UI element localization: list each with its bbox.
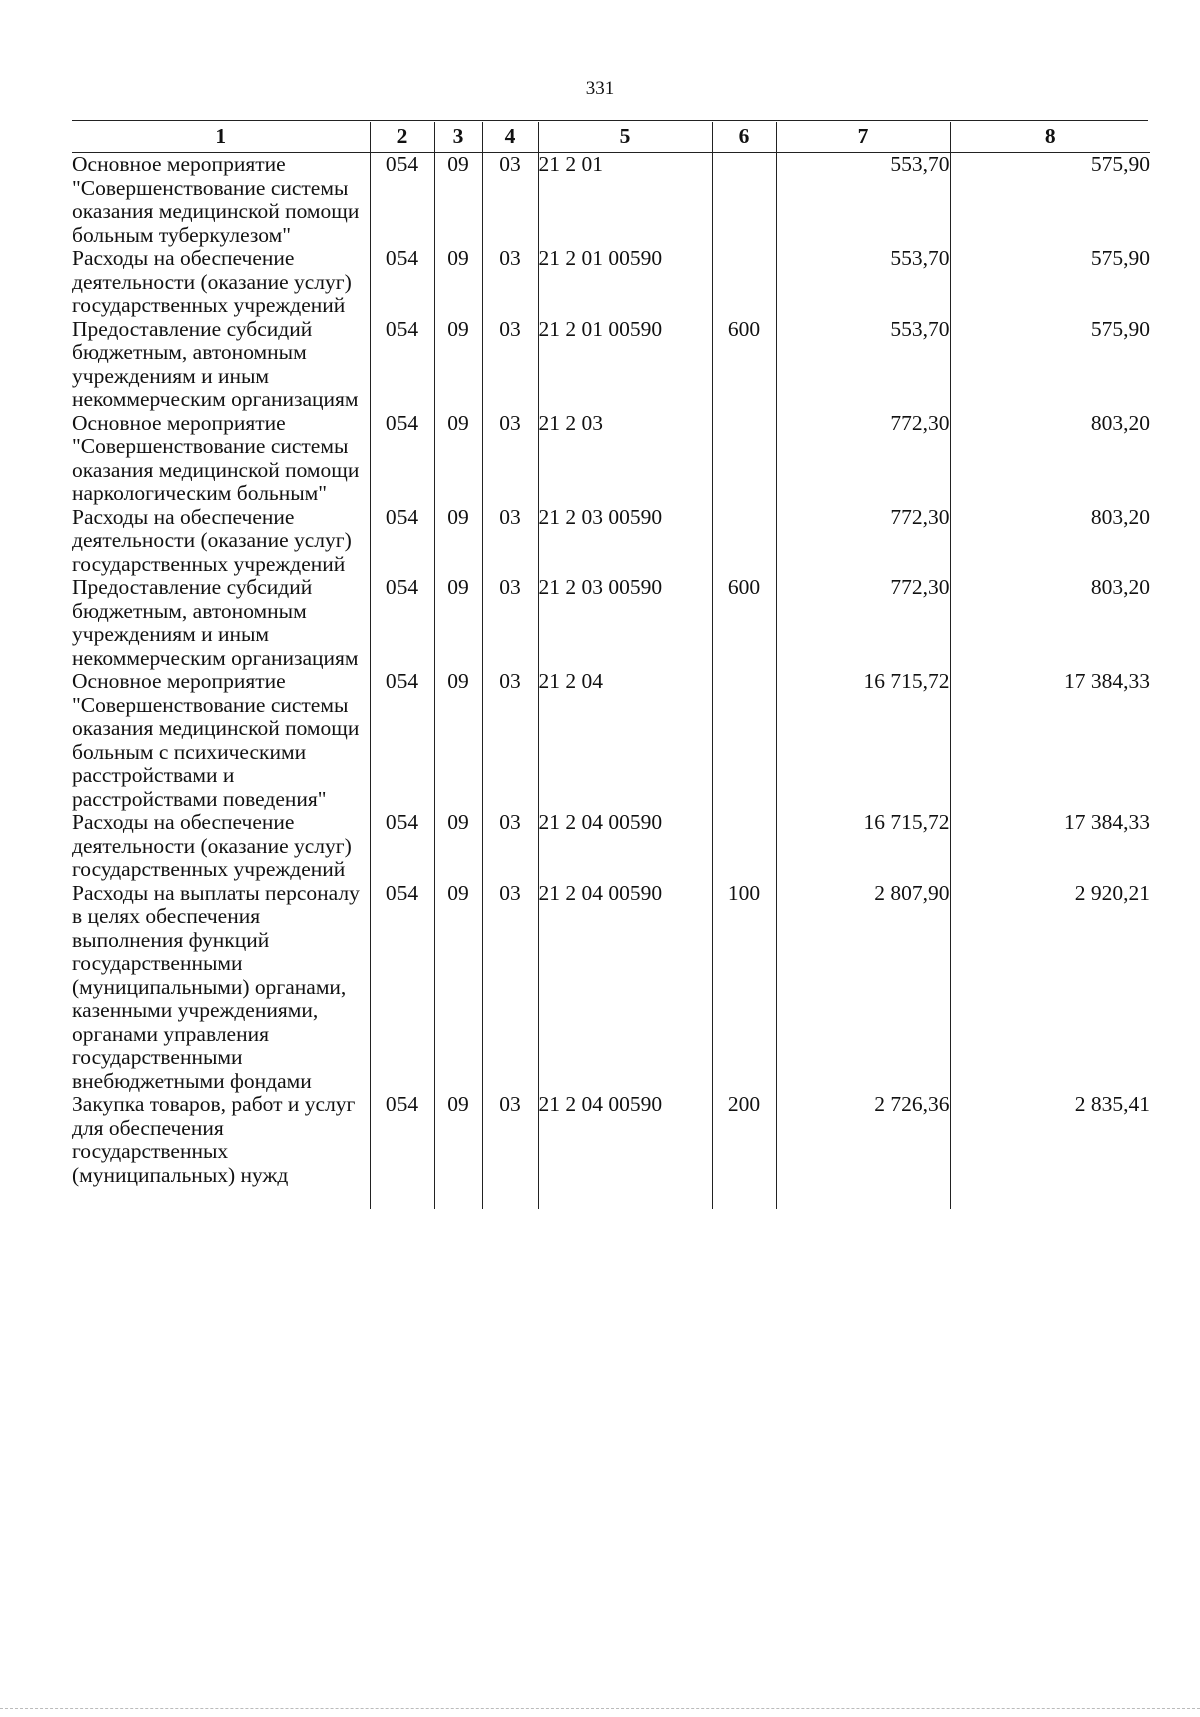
row-pr-cell: 03 — [482, 247, 538, 318]
row-name-cell: Расходы на обеспечение деятельности (оказание услуг) государственных учреждений — [72, 246, 352, 317]
row-vr-cell — [712, 670, 776, 811]
row-year2-amount: 575,90 — [950, 247, 1150, 318]
row-name-cell: Предоставление субсидий бюджетным, автономным учреждениям и иным некоммерческим организациям — [72, 575, 359, 670]
row-year1-amount: 553,70 — [776, 318, 950, 412]
budget-table — [72, 122, 1150, 1209]
row-pr-cell: 03 — [482, 670, 538, 811]
row-year2-amount: 803,20 — [950, 506, 1150, 577]
table-row — [72, 412, 1150, 506]
row-rz-cell: 09 — [434, 811, 482, 882]
row-name-cell: Предоставление субсидий бюджетным, автономным учреждениям и иным некоммерческим организациям — [72, 316, 359, 411]
row-csr-cell: 21 2 04 00590 — [538, 811, 712, 882]
row-pr-cell: 03 — [482, 811, 538, 882]
table-row — [72, 318, 1150, 412]
row-year1-amount: 553,70 — [776, 153, 950, 248]
row-vr-cell — [712, 506, 776, 577]
row-csr-cell: 21 2 01 — [538, 153, 712, 248]
col-header-5: 5 — [538, 122, 712, 153]
row-year1-amount: 16 715,72 — [776, 670, 950, 811]
row-pr-cell: 03 — [482, 318, 538, 412]
row-year2-amount: 2 835,41 — [950, 1093, 1150, 1209]
row-gr-cell: 054 — [370, 670, 434, 811]
row-csr-cell: 21 2 03 00590 — [538, 506, 712, 577]
row-gr-cell: 054 — [370, 247, 434, 318]
table-row — [72, 670, 1150, 811]
page-bottom-rule — [0, 1708, 1200, 1709]
row-vr-cell: 600 — [712, 318, 776, 412]
row-rz-cell: 09 — [434, 576, 482, 670]
row-year2-amount: 2 920,21 — [950, 882, 1150, 1094]
row-vr-cell — [712, 153, 776, 248]
row-gr-cell: 054 — [370, 1093, 434, 1209]
col-header-7: 7 — [776, 122, 950, 153]
row-csr-cell: 21 2 03 — [538, 412, 712, 506]
row-gr-cell: 054 — [370, 506, 434, 577]
row-rz-cell: 09 — [434, 882, 482, 1094]
row-gr-cell: 054 — [370, 811, 434, 882]
row-vr-cell — [712, 247, 776, 318]
row-csr-cell: 21 2 04 00590 — [538, 1093, 712, 1209]
row-csr-cell: 21 2 04 — [538, 670, 712, 811]
row-pr-cell: 03 — [482, 1093, 538, 1209]
row-name-cell: Расходы на выплаты персоналу в целях обеспечения выполнения функций государственными (муниципальными) органами, казенными учреждениями, органами управления государственными внебюджетными фондами — [72, 880, 360, 1093]
row-year1-amount: 16 715,72 — [776, 811, 950, 882]
col-header-3: 3 — [434, 122, 482, 153]
row-rz-cell: 09 — [434, 153, 482, 248]
row-year2-amount: 575,90 — [950, 153, 1150, 248]
row-name-cell: Закупка товаров, работ и услуг для обеспечения государственных (муниципальных) нужд — [72, 1092, 356, 1187]
row-vr-cell: 100 — [712, 882, 776, 1094]
row-year1-amount: 772,30 — [776, 412, 950, 506]
row-year2-amount: 575,90 — [950, 318, 1150, 412]
row-pr-cell: 03 — [482, 576, 538, 670]
header-row — [72, 122, 1150, 153]
row-rz-cell: 09 — [434, 670, 482, 811]
row-rz-cell: 09 — [434, 318, 482, 412]
row-csr-cell: 21 2 03 00590 — [538, 576, 712, 670]
table-row — [72, 811, 1150, 882]
row-year1-amount: 2 807,90 — [776, 882, 950, 1094]
row-vr-cell — [712, 412, 776, 506]
row-name-cell: Основное мероприятие "Совершенствование системы оказания медицинской помощи наркологическим больным" — [72, 410, 360, 505]
row-pr-cell: 03 — [482, 412, 538, 506]
row-name-cell: Основное мероприятие "Совершенствование системы оказания медицинской помощи больным туберкулезом" — [72, 152, 360, 247]
table-top-rule — [72, 120, 1148, 121]
row-year2-amount: 803,20 — [950, 576, 1150, 670]
row-rz-cell: 09 — [434, 412, 482, 506]
row-csr-cell: 21 2 01 00590 — [538, 247, 712, 318]
col-header-4: 4 — [482, 122, 538, 153]
row-year1-amount: 772,30 — [776, 576, 950, 670]
row-name-cell: Расходы на обеспечение деятельности (оказание услуг) государственных учреждений — [72, 810, 352, 881]
row-gr-cell: 054 — [370, 882, 434, 1094]
row-rz-cell: 09 — [434, 1093, 482, 1209]
row-csr-cell: 21 2 01 00590 — [538, 318, 712, 412]
table-row — [72, 153, 1150, 248]
row-year1-amount: 553,70 — [776, 247, 950, 318]
table-row — [72, 882, 1150, 1094]
row-rz-cell: 09 — [434, 506, 482, 577]
col-header-6: 6 — [712, 122, 776, 153]
row-year2-amount: 17 384,33 — [950, 811, 1150, 882]
col-header-8: 8 — [950, 122, 1150, 153]
table-header — [72, 122, 1150, 153]
row-csr-cell: 21 2 04 00590 — [538, 882, 712, 1094]
row-pr-cell: 03 — [482, 882, 538, 1094]
row-gr-cell: 054 — [370, 412, 434, 506]
row-year2-amount: 17 384,33 — [950, 670, 1150, 811]
row-gr-cell: 054 — [370, 576, 434, 670]
table-row — [72, 506, 1150, 577]
row-vr-cell: 600 — [712, 576, 776, 670]
row-gr-cell: 054 — [370, 318, 434, 412]
row-vr-cell: 200 — [712, 1093, 776, 1209]
row-name-cell: Расходы на обеспечение деятельности (оказание услуг) государственных учреждений — [72, 504, 352, 576]
row-year1-amount: 2 726,36 — [776, 1093, 950, 1209]
row-pr-cell: 03 — [482, 506, 538, 577]
table-row — [72, 247, 1150, 318]
table-row — [72, 576, 1150, 670]
col-header-1: 1 — [72, 122, 370, 153]
row-pr-cell: 03 — [482, 153, 538, 248]
table-row — [72, 1093, 1150, 1209]
page-number: 331 — [585, 78, 615, 99]
table-body — [72, 153, 1150, 1210]
row-name-cell: Основное мероприятие "Совершенствование системы оказания медицинской помощи больным с психическими расстройствами и расстройствами поведения" — [72, 669, 360, 811]
row-vr-cell — [712, 811, 776, 882]
row-gr-cell: 054 — [370, 153, 434, 248]
col-header-2: 2 — [370, 122, 434, 153]
row-year1-amount: 772,30 — [776, 506, 950, 577]
row-rz-cell: 09 — [434, 247, 482, 318]
row-year2-amount: 803,20 — [950, 412, 1150, 506]
